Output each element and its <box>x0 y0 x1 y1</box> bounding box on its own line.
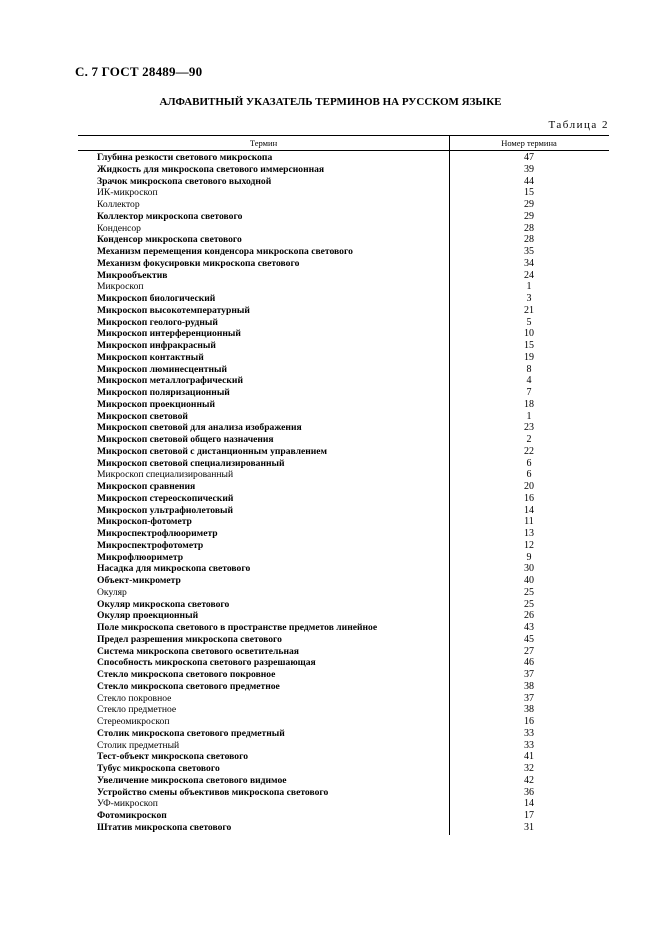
term-number-cell: 11 <box>524 516 534 528</box>
table-row <box>97 352 609 364</box>
term-cell: Микроскоп световой с дистанционным управлением <box>97 445 328 457</box>
term-number-cell: 44 <box>524 175 534 187</box>
term-number-cell: 8 <box>526 363 532 375</box>
terms-table-body <box>97 152 609 834</box>
term-number-cell: 15 <box>524 340 534 351</box>
term-cell: Механизм фокусировки микроскопа светового <box>97 257 300 269</box>
term-cell: Микроскоп высокотемпературный <box>97 304 250 316</box>
term-number-cell: 14 <box>524 798 534 810</box>
term-number-cell: 9 <box>526 551 532 563</box>
table-row <box>97 375 609 387</box>
term-number-cell: 14 <box>524 504 534 516</box>
term-cell: Окуляр проекционный <box>97 610 199 622</box>
term-cell: Микроскоп световой специализированный <box>97 457 285 469</box>
term-number-cell: 35 <box>524 246 534 257</box>
term-cell: Микроскоп-фотометр <box>97 516 192 528</box>
table-row <box>97 599 609 611</box>
term-number-cell: 32 <box>524 763 534 774</box>
term-cell: Микроскоп световой для анализа изображения <box>97 422 302 434</box>
table-row <box>97 716 609 728</box>
term-cell: Микрофлюориметр <box>97 551 184 563</box>
table-row <box>97 646 609 658</box>
term-number-cell: 25 <box>524 586 534 598</box>
table-row <box>97 223 609 235</box>
term-cell: Стекло покровное <box>97 692 172 704</box>
term-number-cell: 37 <box>524 669 534 680</box>
term-cell: Система микроскопа светового осветительная <box>97 645 299 657</box>
term-number-cell: 13 <box>524 528 534 539</box>
table-row <box>97 152 609 164</box>
term-cell: Глубина резкости светового микроскопа <box>97 152 273 163</box>
term-cell: Стереомикроскоп <box>97 716 170 727</box>
term-cell: Окуляр микроскопа светового <box>97 598 230 610</box>
table-row <box>97 540 609 552</box>
term-cell: Микроскоп контактный <box>97 351 204 363</box>
term-number-cell: 40 <box>524 575 534 586</box>
term-number-cell: 37 <box>524 692 534 704</box>
table-row <box>97 164 609 176</box>
term-number-cell: 20 <box>524 481 534 492</box>
term-cell: Микроскоп геолого-рудный <box>97 316 218 328</box>
term-number-cell: 6 <box>526 457 532 469</box>
table-row <box>97 669 609 681</box>
term-cell: Столик микроскопа светового предметный <box>97 727 285 739</box>
term-number-cell: 36 <box>524 786 534 798</box>
term-number-cell: 30 <box>524 563 534 575</box>
term-number-cell: 27 <box>524 645 534 657</box>
table-caption: Таблица 2 <box>548 119 609 131</box>
table-row <box>97 258 609 270</box>
term-cell: Фотомикроскоп <box>97 810 167 821</box>
table-row <box>97 563 609 575</box>
table-row <box>97 176 609 188</box>
table-row <box>97 364 609 376</box>
term-number-cell: 28 <box>524 234 534 246</box>
table-row <box>97 411 609 423</box>
term-number-cell: 26 <box>524 610 534 622</box>
column-header-number: Номер термина <box>501 138 557 148</box>
term-number-cell: 46 <box>524 657 534 669</box>
table-top-rule <box>78 135 609 136</box>
table-row <box>97 281 609 293</box>
table-row <box>97 399 609 411</box>
term-cell: Стекло микроскопа светового покровное <box>97 669 276 680</box>
term-cell: Микроскоп биологический <box>97 293 216 304</box>
term-cell: Стекло микроскопа светового предметное <box>97 680 280 692</box>
term-cell: Микроскоп стереоскопический <box>97 492 234 504</box>
table-row <box>97 728 609 740</box>
term-number-cell: 28 <box>524 222 534 234</box>
table-row <box>97 704 609 716</box>
table-row <box>97 610 609 622</box>
term-number-cell: 1 <box>526 281 532 293</box>
table-row <box>97 293 609 305</box>
table-row <box>97 787 609 799</box>
table-row <box>97 187 609 199</box>
term-number-cell: 45 <box>524 633 534 645</box>
term-cell: Предел разрешения микроскопа светового <box>97 633 282 645</box>
term-number-cell: 2 <box>526 434 532 445</box>
term-number-cell: 22 <box>524 445 534 457</box>
term-cell: Микроскоп поляризационный <box>97 387 230 398</box>
term-cell: Тест-объект микроскопа светового <box>97 751 248 763</box>
term-number-cell: 16 <box>524 716 534 727</box>
term-cell: Штатив микроскопа светового <box>97 821 232 833</box>
table-row <box>97 775 609 787</box>
term-number-cell: 5 <box>526 316 532 328</box>
table-row <box>97 681 609 693</box>
table-row <box>97 234 609 246</box>
term-number-cell: 43 <box>524 622 534 633</box>
term-cell: Микроскоп ультрафиолетовый <box>97 504 234 516</box>
term-number-cell: 47 <box>524 152 534 163</box>
table-row <box>97 481 609 493</box>
term-number-cell: 17 <box>524 810 534 821</box>
term-number-cell: 25 <box>524 598 534 610</box>
term-cell: Механизм перемещения конденсора микроскопа светового <box>97 246 353 257</box>
page-header: С. 7 ГОСТ 28489—90 <box>75 64 203 79</box>
term-number-cell: 1 <box>526 410 532 422</box>
term-number-cell: 21 <box>524 304 534 316</box>
table-row <box>97 798 609 810</box>
table-row <box>97 305 609 317</box>
term-number-cell: 24 <box>524 269 534 281</box>
term-number-cell: 4 <box>526 375 532 387</box>
term-number-cell: 18 <box>524 398 534 410</box>
table-row <box>97 422 609 434</box>
term-cell: Окуляр <box>97 586 127 598</box>
term-cell: Микроспектрофотометр <box>97 539 204 551</box>
term-number-cell: 38 <box>524 680 534 692</box>
table-row <box>97 587 609 599</box>
term-cell: Конденсор микроскопа светового <box>97 234 242 246</box>
term-number-cell: 29 <box>524 199 534 210</box>
table-row <box>97 493 609 505</box>
table-row <box>97 751 609 763</box>
term-number-cell: 42 <box>524 774 534 786</box>
term-cell: Микроскоп интерференционный <box>97 328 241 340</box>
term-number-cell: 10 <box>524 328 534 340</box>
term-cell: Стекло предметное <box>97 704 177 716</box>
table-row <box>97 822 609 834</box>
table-row <box>97 634 609 646</box>
table-row <box>97 211 609 223</box>
term-cell: Микроскоп световой общего назначения <box>97 434 274 445</box>
term-cell: Микроскоп инфракрасный <box>97 340 216 351</box>
table-row <box>97 528 609 540</box>
term-cell: Столик предметный <box>97 739 180 751</box>
term-cell: Микроскоп люминесцентный <box>97 363 228 375</box>
term-cell: ИК-микроскоп <box>97 187 158 199</box>
term-cell: Устройство смены объективов микроскопа светового <box>97 786 329 798</box>
table-header-rule <box>78 150 609 151</box>
term-cell: Микроскоп <box>97 281 144 293</box>
term-number-cell: 12 <box>524 539 534 551</box>
table-row <box>97 387 609 399</box>
term-cell: Конденсор <box>97 222 141 234</box>
term-number-cell: 39 <box>524 163 534 175</box>
term-number-cell: 29 <box>524 210 534 222</box>
term-cell: Микроспектрофлюориметр <box>97 528 218 539</box>
term-number-cell: 3 <box>526 293 532 304</box>
term-cell: Микроскоп проекционный <box>97 398 215 410</box>
table-row <box>97 810 609 822</box>
table-row <box>97 328 609 340</box>
table-row <box>97 575 609 587</box>
term-cell: Коллектор микроскопа светового <box>97 210 243 222</box>
table-row <box>97 693 609 705</box>
table-row <box>97 505 609 517</box>
term-number-cell: 41 <box>524 751 534 763</box>
table-row <box>97 740 609 752</box>
table-row <box>97 246 609 258</box>
term-number-cell: 38 <box>524 704 534 716</box>
term-cell: Коллектор <box>97 199 140 210</box>
table-row <box>97 469 609 481</box>
term-number-cell: 34 <box>524 257 534 269</box>
term-cell: Микрообъектив <box>97 269 168 281</box>
table-row <box>97 446 609 458</box>
term-number-cell: 19 <box>524 351 534 363</box>
table-row <box>97 434 609 446</box>
term-cell: УФ-микроскоп <box>97 798 158 810</box>
term-cell: Микроскоп металлографический <box>97 375 243 387</box>
term-cell: Способность микроскопа светового разрешающая <box>97 657 316 669</box>
table-row <box>97 516 609 528</box>
term-number-cell: 7 <box>526 387 532 398</box>
term-cell: Микроскоп световой <box>97 410 188 422</box>
term-cell: Поле микроскопа светового в пространстве предметов линейное <box>97 622 378 633</box>
term-number-cell: 16 <box>524 492 534 504</box>
term-cell: Микроскоп специализированный <box>97 469 234 481</box>
term-cell: Зрачок микроскопа светового выходной <box>97 175 272 187</box>
term-number-cell: 33 <box>524 739 534 751</box>
table-row <box>97 622 609 634</box>
column-header-term: Термин <box>249 138 278 148</box>
term-number-cell: 31 <box>524 821 534 833</box>
table-row <box>97 458 609 470</box>
table-row <box>97 199 609 211</box>
term-number-cell: 33 <box>524 727 534 739</box>
term-cell: Тубус микроскопа светового <box>97 763 220 774</box>
table-row <box>97 317 609 329</box>
index-title: АЛФАВИТНЫЙ УКАЗАТЕЛЬ ТЕРМИНОВ НА РУССКОМ ЯЗЫКЕ <box>159 96 502 108</box>
term-cell: Насадка для микроскопа светового <box>97 563 251 575</box>
term-cell: Объект-микрометр <box>97 575 181 586</box>
table-row <box>97 340 609 352</box>
term-cell: Микроскоп сравнения <box>97 481 196 492</box>
table-row <box>97 763 609 775</box>
term-cell: Увеличение микроскопа светового видимое <box>97 774 287 786</box>
term-number-cell: 15 <box>524 187 534 199</box>
term-number-cell: 6 <box>526 469 532 481</box>
term-cell: Жидкость для микроскопа светового иммерсионная <box>97 163 325 175</box>
table-row <box>97 552 609 564</box>
table-row <box>97 657 609 669</box>
term-number-cell: 23 <box>524 422 534 434</box>
table-row <box>97 270 609 282</box>
